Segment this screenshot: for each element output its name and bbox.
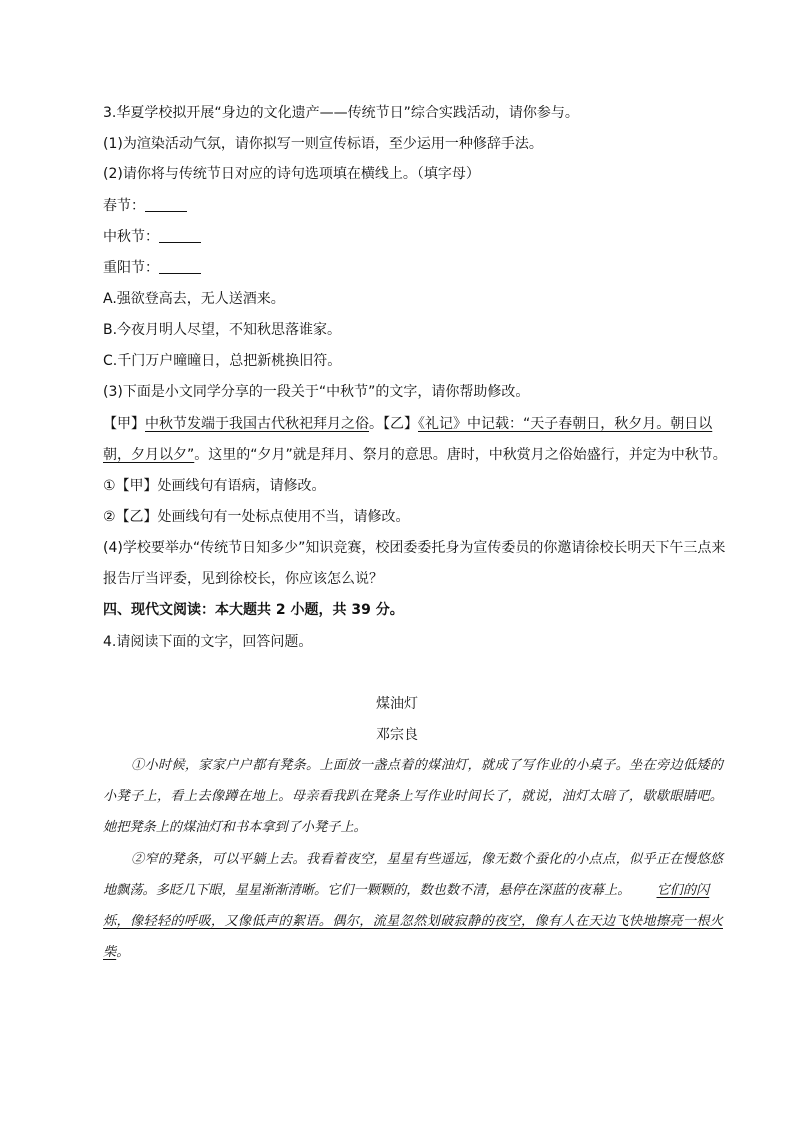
underlined-sentence-b-cont: 朝，夕月以夕” <box>103 447 195 463</box>
para-1-line-3: 她把凳条上的煤油灯和书本拿到了小凳子上。 <box>103 820 367 835</box>
para-2-text: 地飘荡。多眨几下眼，星星渐渐清晰。它们一颗颗的，数也数不清，悬停在深蓝的夜幕上。 <box>103 883 631 898</box>
festival-double-ninth <box>103 258 201 278</box>
para-1-line-2: 小凳子上，看上去像蹲在地上。母亲看我趴在凳条上写作业时间长了，就说，油灯太暗了，歇歇眼睛吧。 <box>103 789 723 804</box>
underlined-sentence-end: 柴 <box>103 945 117 960</box>
article-author: 邓宗良 <box>376 727 418 743</box>
underlined-sentence-a: 中秋节发端于我国古代秋祀拜月之俗 <box>145 416 369 432</box>
passage-rest: 。这里的“夕月”就是拜月、祭月的意思。唐时，中秋赏月之俗始盛行，并定为中秋节。 <box>194 447 727 463</box>
tag-b: 【乙】 <box>383 416 418 432</box>
answer-blank[interactable] <box>145 197 187 212</box>
para-2-line-1: ②窄的凳条，可以平躺上去。我看着夜空，星星有些遥远，像无数个蚕化的小点点，似乎正在慢悠悠 <box>131 852 723 867</box>
punctuation: 。 <box>116 945 130 960</box>
question-3-part-4-line-1: (4)学校要举办“传统节日知多少”知识竞赛，校团委委托身为宣传委员的你邀请徐校长明天下午三点来 <box>103 540 726 556</box>
section-heading: 四、现代文阅读：本大题共 2 小题，共 39 分。 <box>103 602 404 618</box>
festival-mid-autumn <box>103 227 201 247</box>
para-2-line-3: 烁，像轻轻的呼吸，又像低声的絮语。偶尔，流星忽然划破寂静的夜空，像有人在天边飞快地擦亮一根火 <box>103 914 723 929</box>
festival-label: 重阳节： <box>103 260 159 276</box>
question-3-part-3: (3)下面是小文同学分享的一段关于“中秋节”的文字，请你帮助修改。 <box>103 384 530 400</box>
tag-a: 【甲】 <box>103 416 145 432</box>
festival-label: 中秋节： <box>103 229 159 245</box>
answer-blank[interactable] <box>159 228 201 243</box>
question-4-stem: 4.请阅读下面的文字，回答问题。 <box>103 634 313 650</box>
fix-2: ②【乙】处画线句有一处标点使用不当，请修改。 <box>103 509 410 525</box>
option-a: A.强欲登高去，无人送酒来。 <box>103 291 285 307</box>
question-3-part-4-line-2: 报告厅当评委，见到徐校长，你应该怎么说？ <box>103 571 383 587</box>
para-2-line-4 <box>103 943 129 963</box>
fix-1: ①【甲】处画线句有语病，请修改。 <box>103 478 326 494</box>
question-3-stem: 3.华夏学校拟开展“身边的文化遗产——传统节日”综合实践活动，请你参与。 <box>103 105 579 121</box>
punctuation: 。 <box>369 416 383 432</box>
question-3-part-1: (1)为渲染活动气氛，请你拟写一则宣传标语，至少运用一种修辞手法。 <box>103 136 543 152</box>
underlined-sentence-b: 《礼记》中记载：“天子春朝日，秋夕月。朝日以 <box>418 416 713 432</box>
option-b: B.今夜月明人尽望，不知秋思落谁家。 <box>103 322 342 338</box>
article-title: 煤油灯 <box>376 696 418 712</box>
passage-line-1 <box>103 414 712 434</box>
underlined-sentence: 它们的闪 <box>656 883 710 898</box>
para-2-line-2 <box>103 881 709 901</box>
answer-blank[interactable] <box>159 259 201 274</box>
festival-spring <box>103 196 187 216</box>
para-1-line-1: ①小时候，家家户户都有凳条。上面放一盏点着的煤油灯，就成了写作业的小桌子。坐在旁边低矮的 <box>131 758 723 773</box>
festival-label: 春节： <box>103 198 145 214</box>
passage-line-2 <box>103 445 727 465</box>
option-c: C.千门万户曈曈日，总把新桃换旧符。 <box>103 353 342 369</box>
question-3-part-2: (2)请你将与传统节日对应的诗句选项填在横线上。（填字母） <box>103 166 480 182</box>
